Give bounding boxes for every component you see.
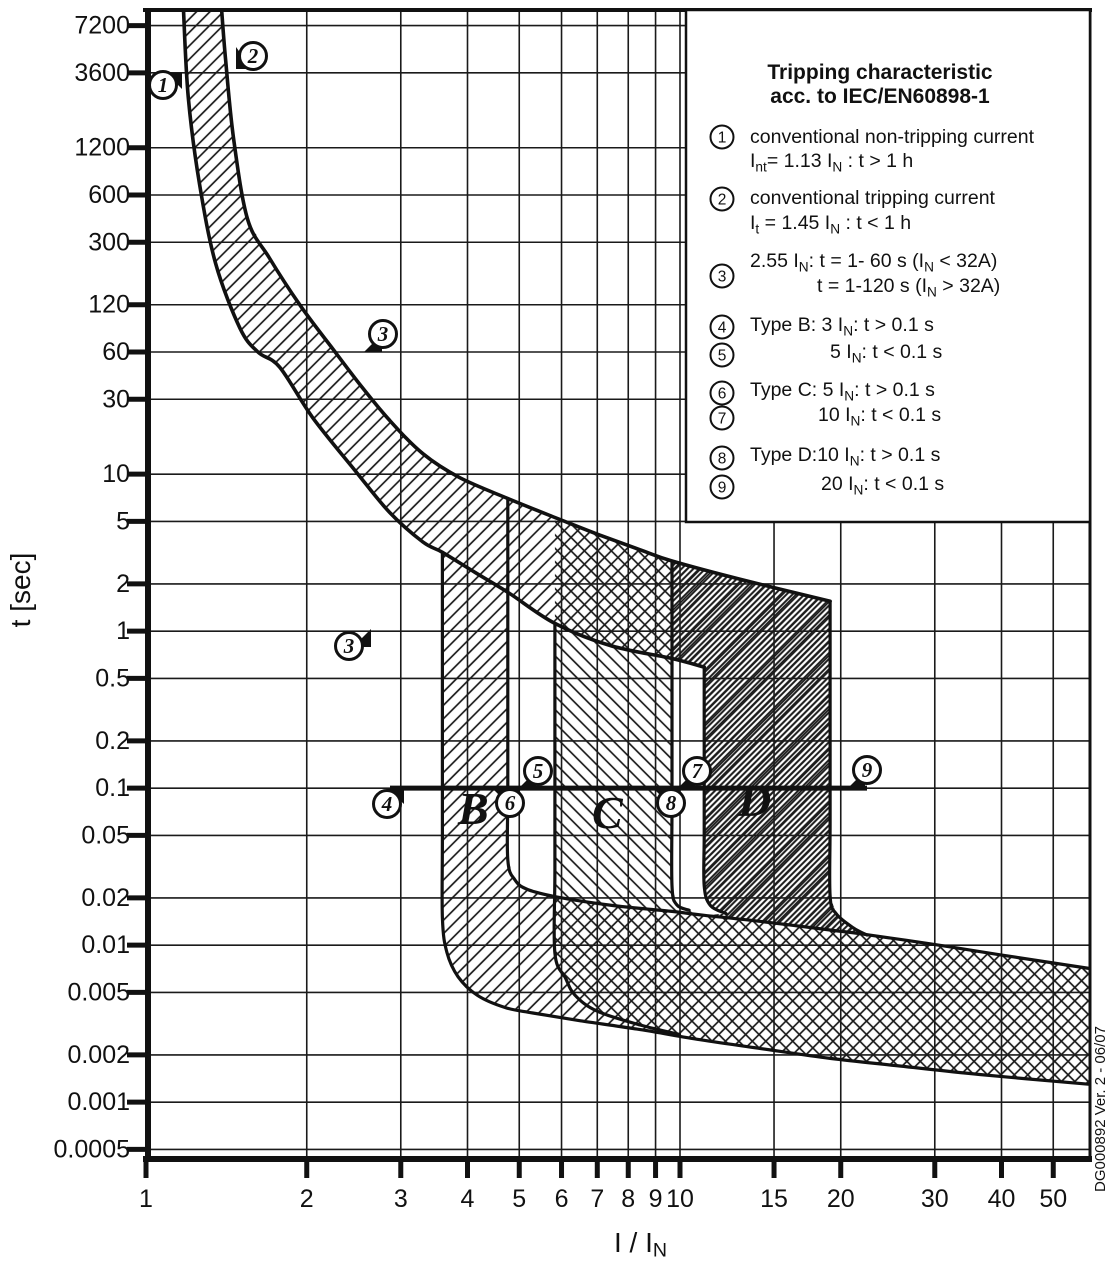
x-tick-label-10: 10	[666, 1185, 694, 1213]
x-tick-label-1: 1	[139, 1185, 153, 1213]
legend-number-7: 7	[717, 410, 727, 428]
legend-title-line-2: acc. to IEC/EN60898-1	[770, 85, 990, 108]
x-tick-label-6: 6	[554, 1185, 569, 1213]
y-tick-label-0.5: 0.5	[95, 664, 130, 693]
y-tick-label-1200: 1200	[74, 133, 130, 162]
marker-6-6	[494, 790, 524, 817]
x-tick-label-30: 30	[920, 1185, 949, 1213]
x-tick-label-20: 20	[826, 1185, 855, 1213]
y-tick-label-0.002: 0.002	[67, 1040, 130, 1069]
marker-8-8	[655, 790, 685, 817]
legend-row-6-text-1: Type C: 5 $I_N$: t > 0.1 s	[750, 379, 935, 404]
region-label-C: C	[592, 787, 623, 838]
y-tick-label-0.001: 0.001	[67, 1088, 130, 1117]
legend-row-1-text-1: conventional non-tripping current	[750, 126, 1035, 148]
y-tick-label-0.01: 0.01	[81, 931, 130, 960]
legend-row-7-text-1: 10 $I_N$: t < 0.1 s	[818, 404, 942, 429]
x-tick-label-9: 9	[648, 1185, 663, 1213]
region-label-D: D	[738, 775, 772, 826]
marker-7-number: 7	[691, 759, 703, 783]
marker-2-number: 2	[247, 44, 259, 68]
legend-number-8: 8	[717, 450, 727, 468]
legend-number-5: 5	[717, 347, 727, 365]
x-tick-label-5: 5	[512, 1185, 527, 1213]
legend-row-1-text-2: $I_{nt}= 1.13$ $I_N$ : t > 1 h	[750, 150, 914, 175]
legend-number-2: 2	[717, 191, 727, 209]
y-tick-label-300: 300	[88, 228, 130, 257]
legend-number-4: 4	[717, 319, 727, 337]
y-tick-label-0.05: 0.05	[81, 821, 130, 850]
y-tick-label-1: 1	[116, 617, 130, 646]
marker-8-number: 8	[665, 791, 677, 815]
y-tick-label-60: 60	[102, 338, 130, 366]
x-axis-title: I / IN	[614, 1227, 668, 1262]
y-tick-label-5: 5	[116, 507, 130, 536]
legend-number-9: 9	[717, 479, 727, 497]
marker-9-number: 9	[861, 758, 873, 782]
x-tick-label-7: 7	[590, 1185, 605, 1213]
legend-row-2-text-1: conventional tripping current	[750, 187, 995, 209]
marker-1-number: 1	[157, 73, 169, 97]
y-axis-title: t [sec]	[5, 552, 36, 628]
legend-row-9-text-1: 20 $I_N$: t < 0.1 s	[821, 473, 945, 498]
marker-3-number: 3	[377, 322, 389, 346]
x-tick-label-4: 4	[460, 1185, 475, 1213]
marker-3-number: 3	[343, 634, 355, 658]
legend-row-3-text-2: t = 1-120 s $(I_N > 32A)$	[817, 275, 1001, 300]
legend-number-6: 6	[717, 385, 727, 403]
y-tick-label-0.005: 0.005	[67, 978, 130, 1007]
x-tick-label-8: 8	[621, 1185, 636, 1213]
y-tick-label-600: 600	[88, 181, 130, 209]
marker-5-number: 5	[532, 759, 544, 783]
marker-6-number: 6	[504, 791, 516, 815]
y-tick-label-0.1: 0.1	[95, 774, 130, 803]
x-tick-label-40: 40	[987, 1185, 1016, 1213]
y-tick-label-0.0005: 0.0005	[53, 1135, 130, 1164]
legend	[686, 10, 1090, 522]
x-tick-label-3: 3	[393, 1185, 408, 1213]
y-tick-label-0.02: 0.02	[81, 883, 130, 912]
legend-row-3-text-1: 2.55 $I_N$: t = 1- 60 s $(I_N < 32A)$	[750, 250, 998, 275]
y-tick-label-3600: 3600	[74, 58, 130, 87]
y-tick-label-30: 30	[102, 385, 130, 414]
legend-row-4-text-1: Type B: 3 $I_N$: t > 0.1 s	[750, 314, 934, 339]
y-tick-label-2: 2	[116, 569, 130, 598]
y-tick-label-0.2: 0.2	[95, 726, 130, 755]
y-tick-label-7200: 7200	[74, 11, 130, 40]
legend-row-2-text-2: $I_t = 1.45$ $I_N$ : t < 1 h	[750, 212, 912, 237]
legend-row-5-text-1: 5 $I_N$: t < 0.1 s	[830, 341, 943, 366]
legend-row-8-text-1: Type D:10 $I_N$: t > 0.1 s	[750, 444, 941, 469]
y-tick-label-120: 120	[88, 290, 130, 319]
legend-title-line-1: Tripping characteristic	[767, 61, 993, 84]
region-label-B: B	[458, 783, 489, 834]
x-tick-label-15: 15	[760, 1185, 788, 1213]
legend-number-3: 3	[717, 268, 727, 286]
side-note: DG000892 Ver. 2 - 06/07	[1092, 1026, 1109, 1192]
legend-number-1: 1	[717, 129, 727, 147]
x-tick-label-2: 2	[299, 1185, 314, 1213]
y-tick-label-10: 10	[102, 460, 130, 489]
marker-4-number: 4	[381, 792, 393, 816]
x-tick-label-50: 50	[1039, 1185, 1068, 1213]
